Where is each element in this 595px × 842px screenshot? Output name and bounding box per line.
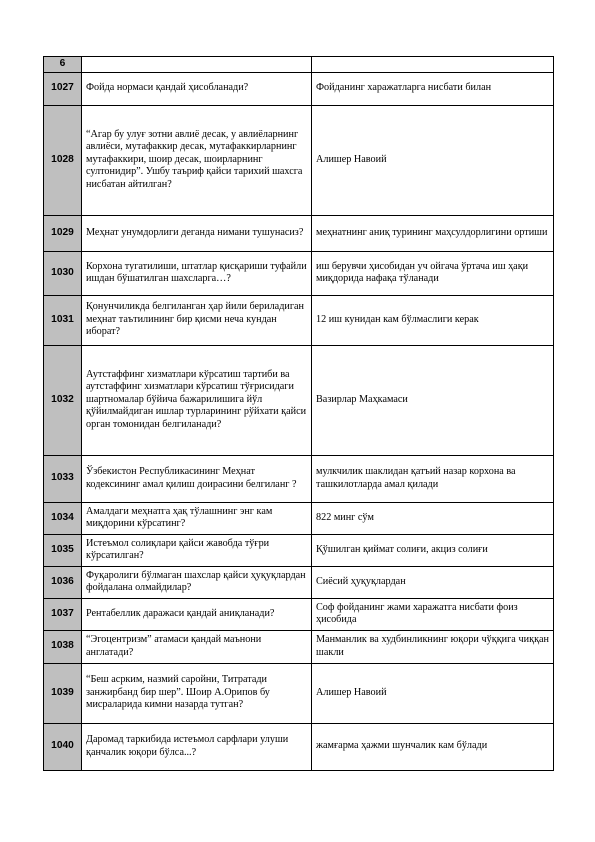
question-cell: Ўзбекистон Республикасининг Меҳнат кодексининг амал қилиш доирасини белгиланг ? [82, 455, 312, 502]
row-number: 1040 [44, 723, 82, 770]
row-number: 1033 [44, 455, 82, 502]
row-number: 1039 [44, 663, 82, 723]
table-row [44, 630, 554, 663]
answer-cell: Қўшилган қиймат солиғи, акциз солиғи [312, 534, 554, 566]
table-row [44, 105, 554, 215]
question-cell: Аутстаффинг хизматлари кўрсатиш тартиби ва аутстаффинг хизматлари кўрсатиш тўғрисидаги шартномалар бўйича бажарилишига йўл қўйилмайдиган ишлар турларининг рўйхати қайси орган томонидан белгиланади? [82, 345, 312, 455]
answer-cell: 12 иш кунидан кам бўлмаслиги керак [312, 295, 554, 345]
row-number: 6 [44, 57, 82, 73]
row-number: 1028 [44, 105, 82, 215]
answer-cell: Вазирлар Маҳкамаси [312, 345, 554, 455]
question-cell: Корхона тугатилиши, штатлар қисқариши туфайли ишдан бўшатилган шахсларга…? [82, 251, 312, 295]
answer-cell: Соф фойданинг жами харажатга нисбати фоиз ҳисобида [312, 598, 554, 630]
table-row [44, 502, 554, 534]
answer-cell: Фойданинг харажатларга нисбати билан [312, 72, 554, 105]
question-cell: “Беш асрким, назмий саройни, Титратади занжирбанд бир шер”. Шоир А.Орипов бу мисраларида кимни назарда тутган? [82, 663, 312, 723]
row-number: 1034 [44, 502, 82, 534]
question-cell [82, 57, 312, 73]
table-row [44, 723, 554, 770]
table-row [44, 534, 554, 566]
question-cell: Фойда нормаси қандай ҳисобланади? [82, 72, 312, 105]
answer-cell: жамғарма ҳажми шунчалик кам бўлади [312, 723, 554, 770]
row-number: 1032 [44, 345, 82, 455]
row-number: 1037 [44, 598, 82, 630]
answer-cell: Алишер Навоий [312, 105, 554, 215]
row-number: 1031 [44, 295, 82, 345]
answer-cell [312, 57, 554, 73]
table-row [44, 57, 554, 73]
qa-table-body [44, 57, 554, 771]
table-row [44, 251, 554, 295]
question-cell: Истеъмол солиқлари қайси жавобда тўғри кўрсатилган? [82, 534, 312, 566]
table-row [44, 345, 554, 455]
row-number: 1027 [44, 72, 82, 105]
table-row [44, 295, 554, 345]
qa-table [43, 56, 554, 771]
question-cell: Меҳнат унумдорлиги деганда нимани тушунасиз? [82, 215, 312, 251]
table-row [44, 663, 554, 723]
question-cell: Даромад таркибида истеъмол сарфлари улуши қанчалик юқори бўлса...? [82, 723, 312, 770]
answer-cell: Алишер Навоий [312, 663, 554, 723]
question-cell: Фуқаролиги бўлмаган шахслар қайси ҳуқуқлардан фойдалана олмайдилар? [82, 566, 312, 598]
question-cell: Амалдаги меҳнатга ҳақ тўлашнинг энг кам миқдорини кўрсатинг? [82, 502, 312, 534]
table-row [44, 72, 554, 105]
question-cell: “Агар бу улуғ зотни авлиё десак, у авлиёларнинг авлиёси, мутафаккир десак, мутафаккирларнинг мутафаккири, шоир десак, шоирларнинг султонидир”. Ушбу таъриф қайси тарихий шахсга нисбатан айтилган? [82, 105, 312, 215]
answer-cell: иш берувчи ҳисобидан уч ойгача ўртача иш ҳақи миқдорида нафақа тўланади [312, 251, 554, 295]
answer-cell: меҳнатнинг аниқ турининг маҳсулдорлигини ортиши [312, 215, 554, 251]
table-row [44, 598, 554, 630]
question-cell: “Эгоцентризм” атамаси қандай маънони англатади? [82, 630, 312, 663]
answer-cell: 822 минг сўм [312, 502, 554, 534]
row-number: 1030 [44, 251, 82, 295]
answer-cell: мулкчилик шаклидан қатъий назар корхона ва ташкилотларда амал қилади [312, 455, 554, 502]
row-number: 1036 [44, 566, 82, 598]
row-number: 1029 [44, 215, 82, 251]
table-row [44, 455, 554, 502]
answer-cell: Манманлик ва худбинликнинг юқори чўққига чиққан шакли [312, 630, 554, 663]
table-row [44, 215, 554, 251]
row-number: 1038 [44, 630, 82, 663]
row-number: 1035 [44, 534, 82, 566]
table-row [44, 566, 554, 598]
answer-cell: Сиёсий ҳуқуқлардан [312, 566, 554, 598]
question-cell: Қонунчиликда белгиланган ҳар йили бериладиган меҳнат таътилининг бир қисми неча кундан иборат? [82, 295, 312, 345]
question-cell: Рентабеллик даражаси қандай аниқланади? [82, 598, 312, 630]
